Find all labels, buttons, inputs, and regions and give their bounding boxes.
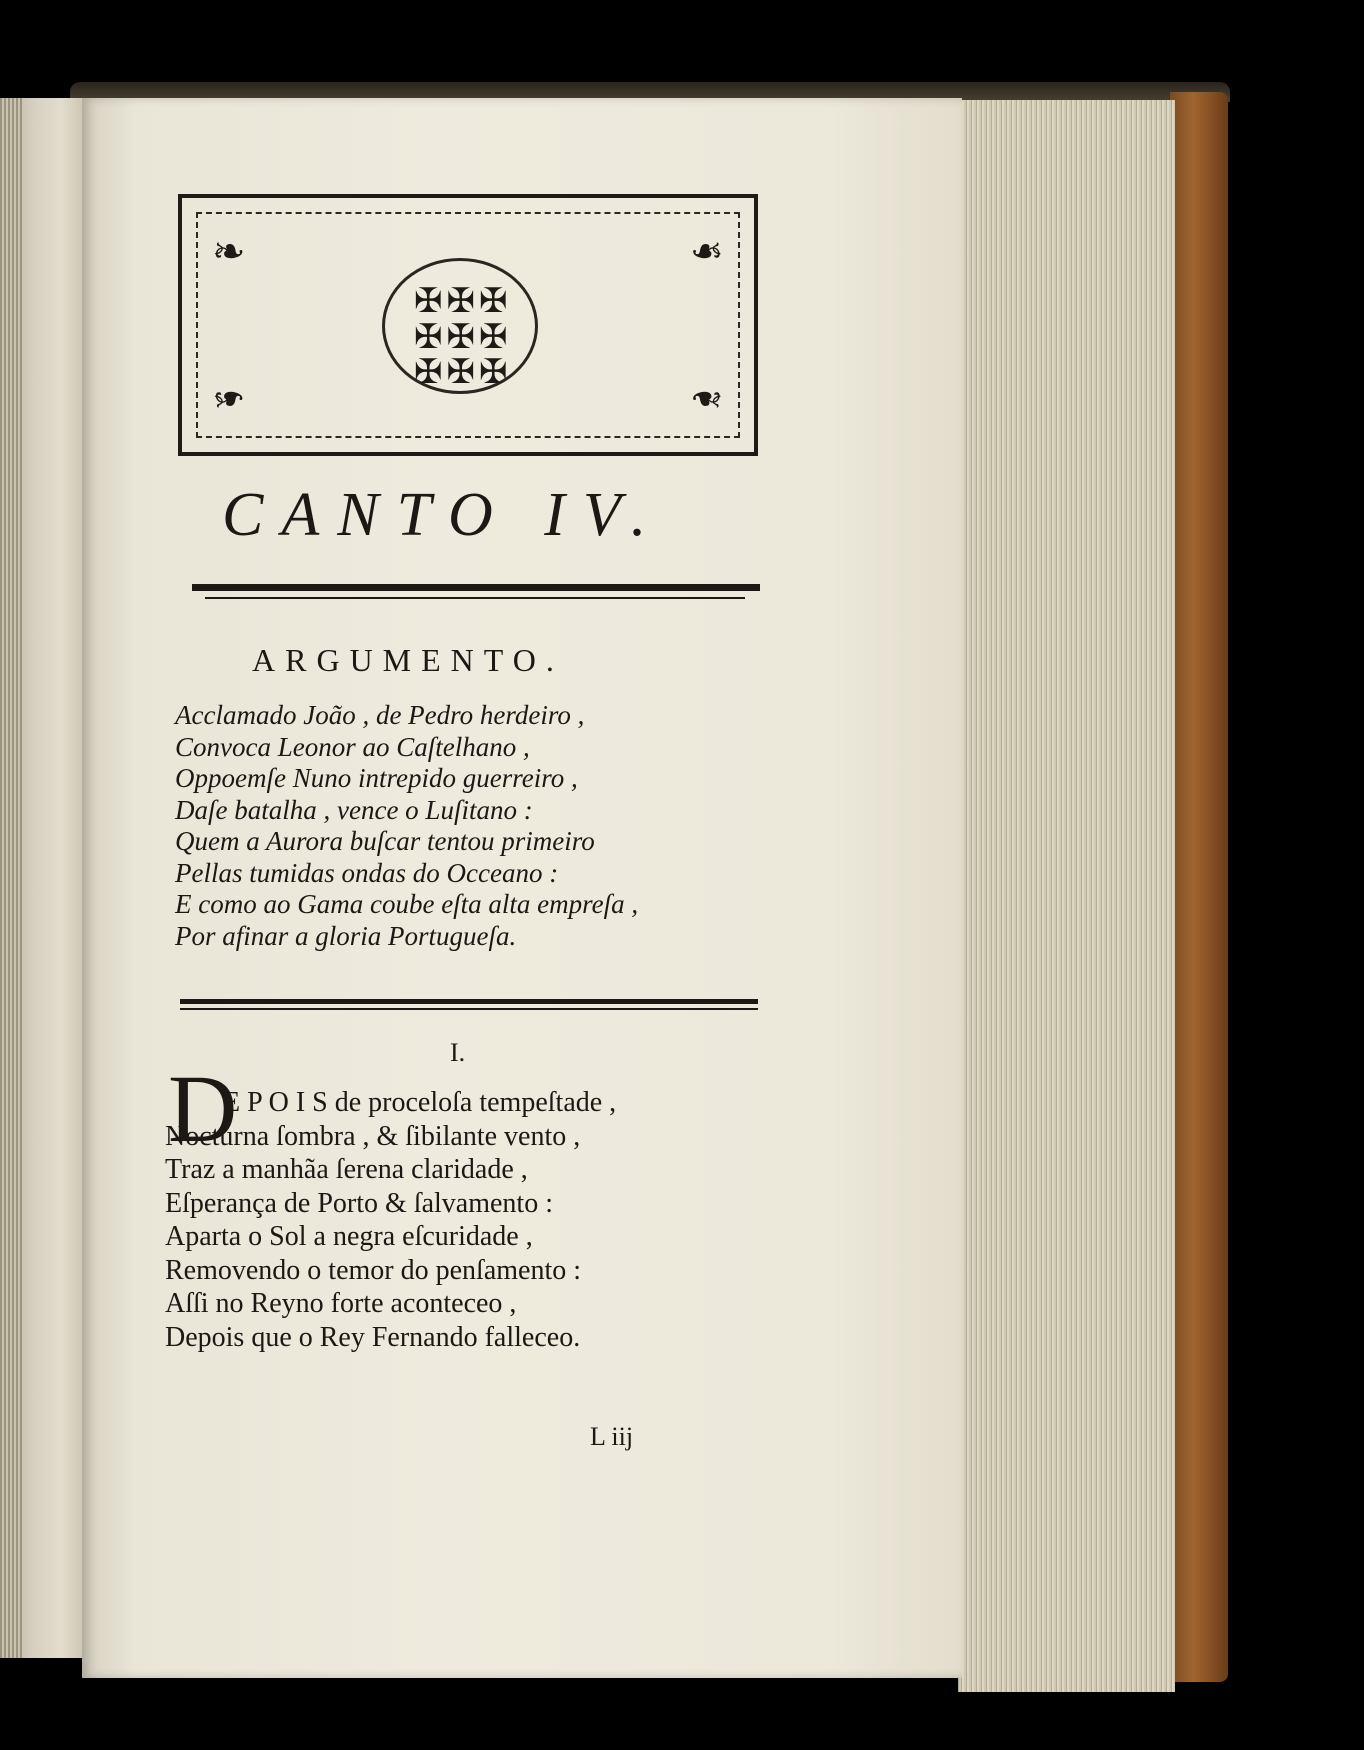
stanza-number: I.: [450, 1038, 466, 1067]
ornament-corner-icon: ❧: [690, 376, 724, 421]
verse-line: Traz a manhãa ſerena claridade ,: [165, 1154, 528, 1185]
verse-line: Nocturna ſombra , & ſibilante vento ,: [165, 1120, 581, 1152]
verse-line: E como ao Gama coube eſta alta empreſa ,: [175, 889, 639, 919]
signature-mark: L iij: [590, 1422, 634, 1451]
stanza-text: [165, 1086, 616, 1354]
verse-line: Aparta o Sol a negra eſcuridade ,: [165, 1221, 533, 1252]
argument-heading: ARGUMENTO.: [252, 642, 564, 678]
verse-line: Convoca Leonor ao Caſtelhano ,: [175, 731, 530, 762]
verse-line: Pellas tumidas ondas do Occeano :: [175, 857, 559, 888]
verse-line: Quem a Aurora buſcar tentou primeiro: [175, 826, 595, 856]
canto-title: CANTO IV.: [222, 481, 665, 549]
divider-rule: [180, 1008, 758, 1010]
drop-cap: D: [168, 1055, 238, 1162]
ornament-corner-icon: ❧: [690, 229, 724, 274]
verse-line: Depois que o Rey Fernando falleceo.: [165, 1321, 581, 1353]
argument-verse: [175, 700, 638, 952]
ornament-corner-icon: ❧: [212, 376, 246, 421]
verse-line: Por afinar a gloria Portugueſa.: [175, 920, 517, 951]
left-page-edges: [0, 98, 22, 1658]
divider-rule: [180, 999, 758, 1004]
ornament-corner-icon: ❧: [212, 229, 246, 274]
headpiece-ornament: [178, 194, 758, 456]
divider-rule: [192, 584, 760, 591]
verse-line: Daſe batalha , vence o Luſitano :: [175, 794, 533, 825]
verse-line: E P O I S de proceloſa tempeſtade ,: [223, 1087, 617, 1118]
verse-line: Eſperança de Porto & ſalvamento :: [165, 1187, 553, 1219]
ornament-center: ✠✠✠ ✠✠✠ ✠✠✠: [414, 283, 512, 392]
book-cover: [1170, 92, 1228, 1682]
verse-line: Removendo o temor do penſamento :: [165, 1254, 582, 1286]
verse-line: Acclamado João , de Pedro herdeiro ,: [175, 700, 585, 730]
verse-line: Oppoemſe Nuno intrepido guerreiro ,: [175, 763, 578, 793]
page-stack: [958, 100, 1175, 1692]
verse-line: Aſſi no Reyno forte aconteceo ,: [165, 1288, 517, 1319]
divider-rule: [205, 597, 745, 599]
